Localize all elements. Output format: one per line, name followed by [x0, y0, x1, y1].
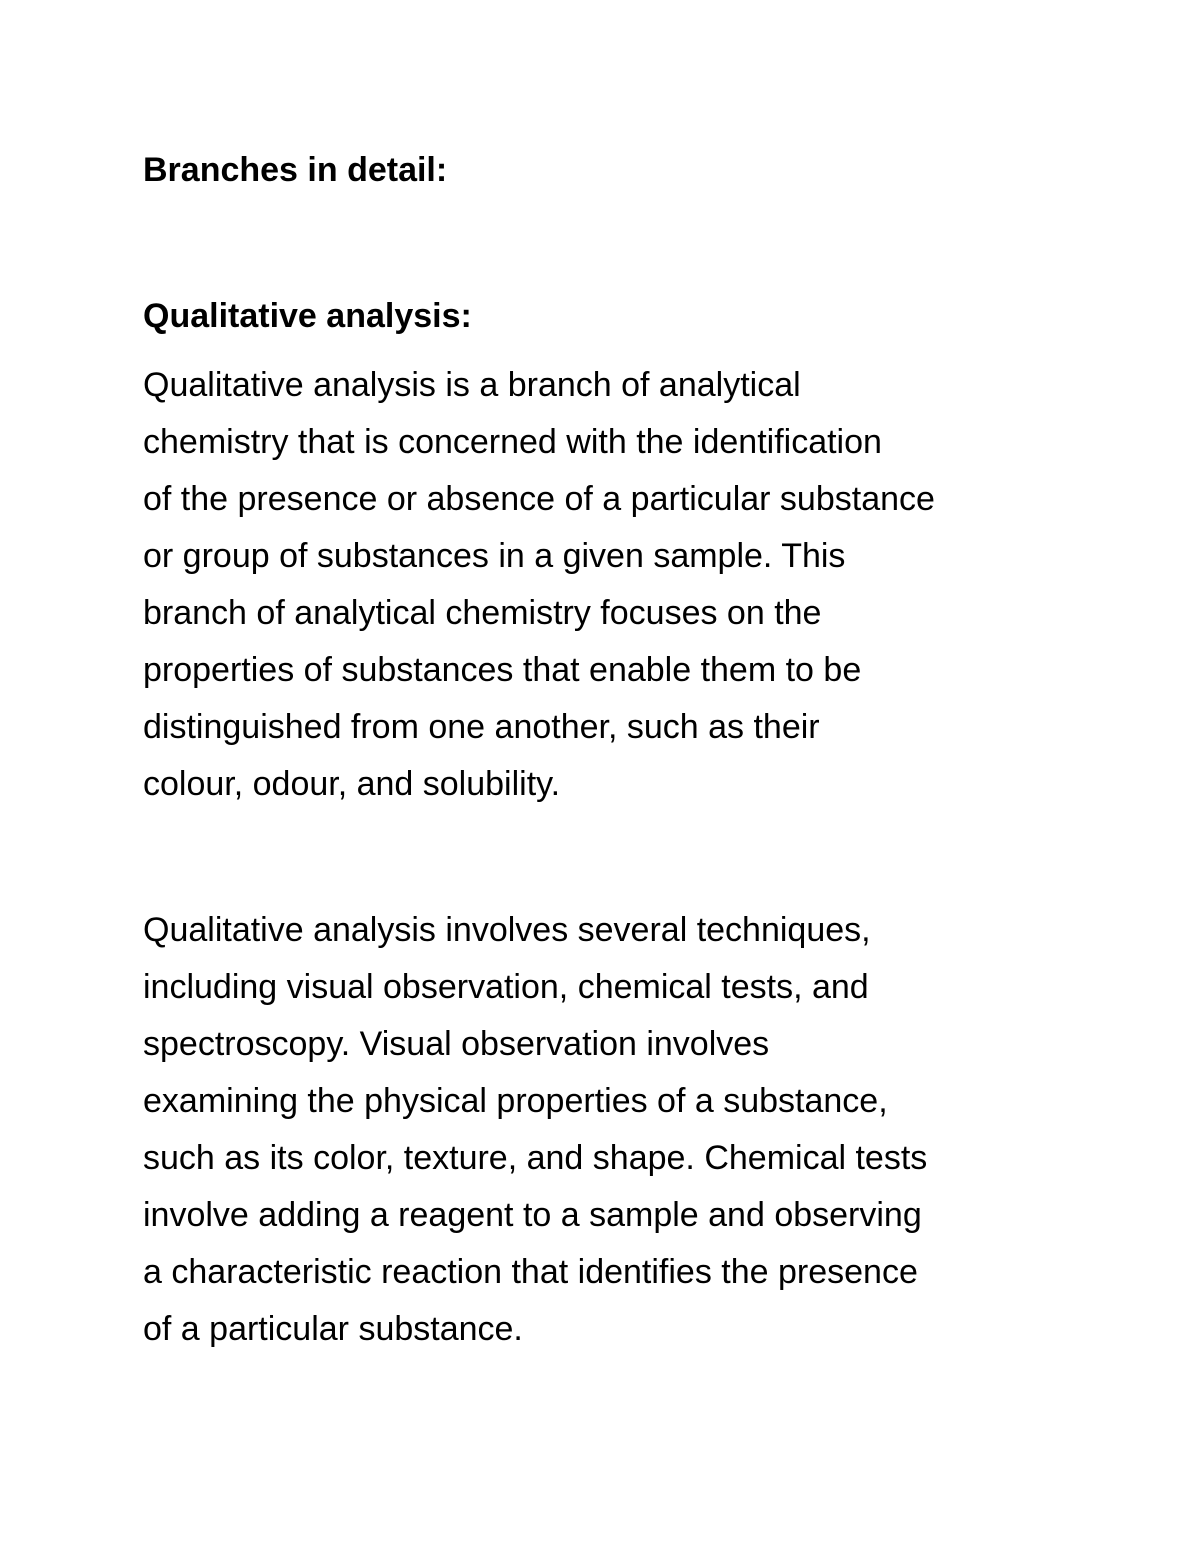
heading-qualitative-analysis: Qualitative analysis:: [143, 297, 472, 335]
paragraph-qualitative-techniques: [143, 902, 927, 1358]
paragraph-line: properties of substances that enable them to be: [143, 651, 862, 689]
paragraph-line: such as its color, texture, and shape. Chemical tests: [143, 1139, 928, 1177]
paragraph-line: or group of substances in a given sample. This: [143, 537, 846, 575]
paragraph-line: chemistry that is concerned with the identification: [143, 423, 882, 461]
paragraph-line: spectroscopy. Visual observation involves: [143, 1025, 770, 1063]
paragraph-line: of the presence or absence of a particular substance: [143, 480, 935, 518]
paragraph-line: examining the physical properties of a substance,: [143, 1082, 888, 1120]
heading-branches-in-detail: Branches in detail:: [143, 151, 448, 189]
paragraph-line: branch of analytical chemistry focuses on the: [143, 594, 822, 632]
paragraph-qualitative-definition: [143, 357, 935, 813]
paragraph-line: distinguished from one another, such as their: [143, 708, 820, 746]
paragraph-line: of a particular substance.: [143, 1310, 523, 1348]
paragraph-line: a characteristic reaction that identifies the presence: [143, 1253, 918, 1291]
paragraph-line: colour, odour, and solubility.: [143, 765, 561, 803]
paragraph-line: including visual observation, chemical tests, and: [143, 968, 869, 1006]
paragraph-line: Qualitative analysis is a branch of analytical: [143, 366, 801, 404]
paragraph-line: involve adding a reagent to a sample and observing: [143, 1196, 922, 1234]
paragraph-line: Qualitative analysis involves several techniques,: [143, 911, 871, 949]
